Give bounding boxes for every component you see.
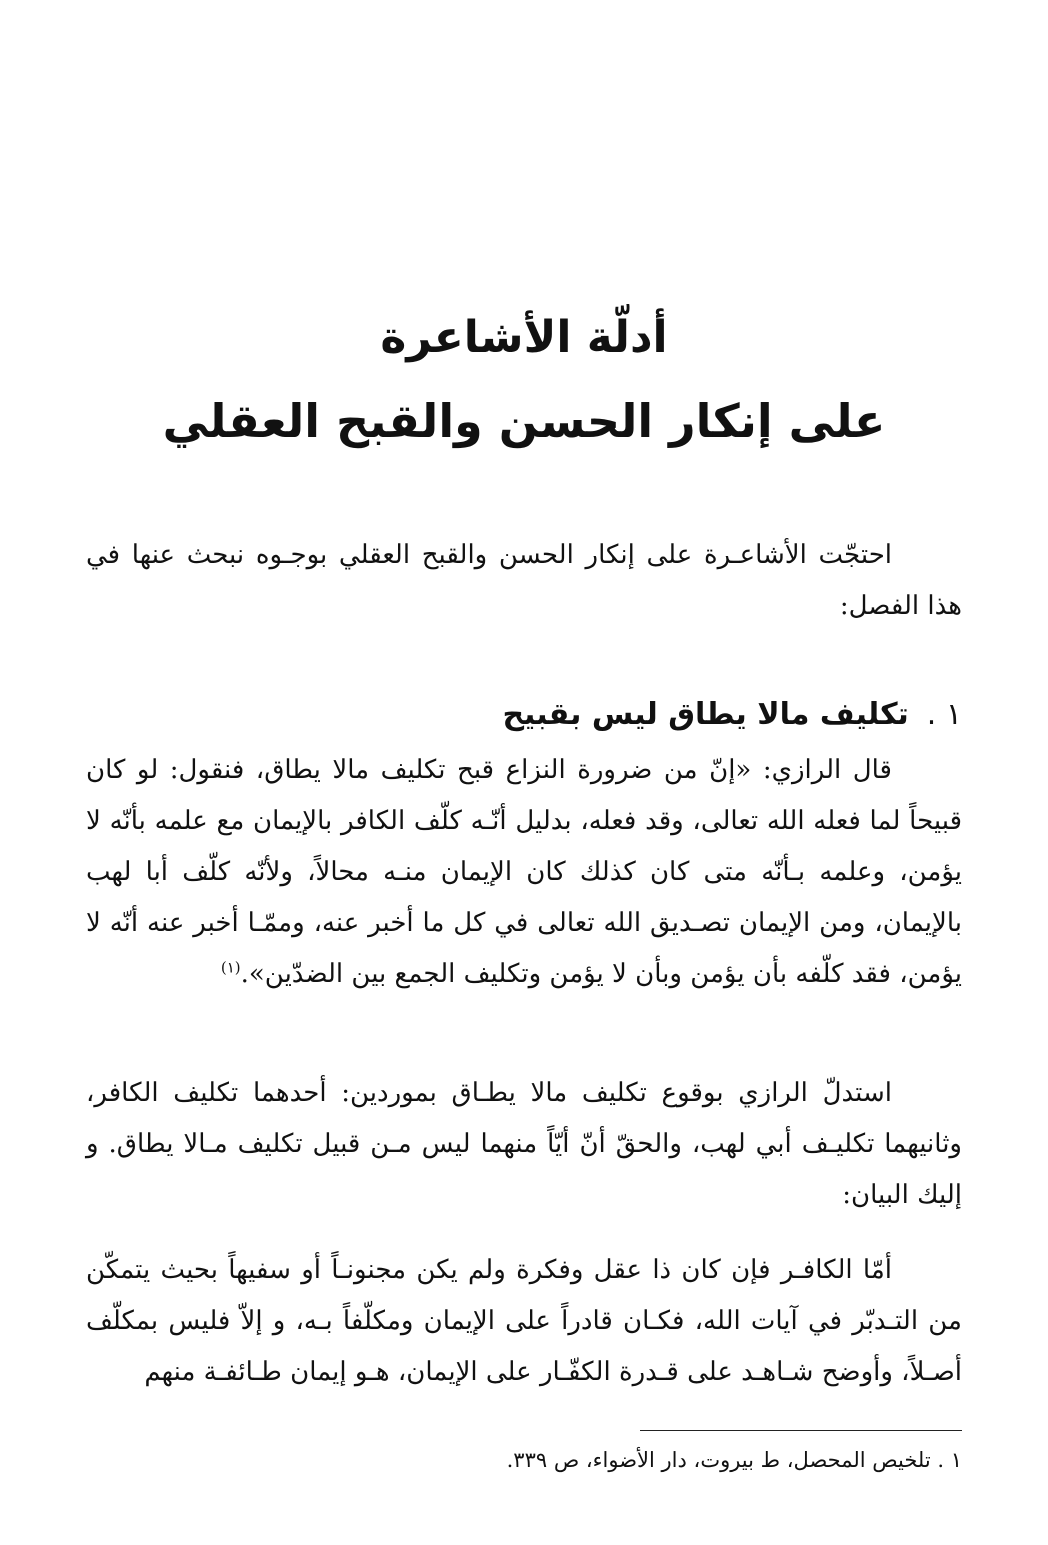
footnote-divider — [640, 1430, 962, 1431]
chapter-title-line-1: أدلّة الأشاعرة — [380, 312, 668, 363]
paragraph-3: أمّا الكافـر فإن كان ذا عقل وفكرة ولم يكن مجنونـاً أو سفيهاً بحيث يتمكّن من التـدبّر في آيات الله، فكـان قادراً على الإيمان ومكلّفاً بـه، و إلاّ فليس بمكلّف أصـلاً، وأوضح شـاهـد على قـدرة الكفّـار على الإيمان، هـو إيمان طـائفـة منهم — [86, 1255, 962, 1387]
paragraph-1 — [86, 745, 962, 1000]
footnote-reference: (١) — [220, 958, 241, 977]
paragraph-1-text: قال الرازي: «إنّ من ضرورة النزاع قبح تكليف مالا يطاق، فنقول: لو كان قبيحاً لما فعله الله تعالى، وقد فعله، بدليل أنّـه كلّف الكافر بالإيمان مع علمه بأنّه لا يؤمن، وعلمه بـأنّه متى كان كذلك كان الإيمان منـه محالاً، ولأنّه كلّف أبا لهب بالإيمان، ومن الإيمان تصـديق الله تعالى في كل ما أخبر عنه، وممّـا أخبر عنه أنّه لا يؤمن، فقد كلّفه بأن يؤمن وبأن لا يؤمن وتكليف الجمع بين الضدّين». — [86, 755, 962, 989]
section-number: ١ . — [926, 697, 962, 732]
footnote: ١ . تلخيص المحصل، ط بيروت، دار الأضواء، ص ٣٣٩. — [506, 1448, 962, 1472]
section-heading-text: تكليف مالا يطاق ليس بقبيح — [502, 697, 909, 732]
chapter-title-line-2: على إنكار الحسن والقبح العقلي — [162, 394, 886, 448]
section-heading — [86, 690, 962, 740]
intro-paragraph: احتجّت الأشاعـرة على إنكار الحسن والقبح العقلي بوجـوه نبحث عنها في هذا الفصل: — [86, 540, 962, 621]
paragraph-2: استدلّ الرازي بوقوع تكليف مالا يطـاق بموردين: أحدهما تكليف الكافر، وثانيهما تكليـف أبي لهب، والحقّ أنّ أيّاً منهما ليس مـن قبيل تكليف مـالا يطاق. و إليك البيان: — [86, 1078, 962, 1210]
